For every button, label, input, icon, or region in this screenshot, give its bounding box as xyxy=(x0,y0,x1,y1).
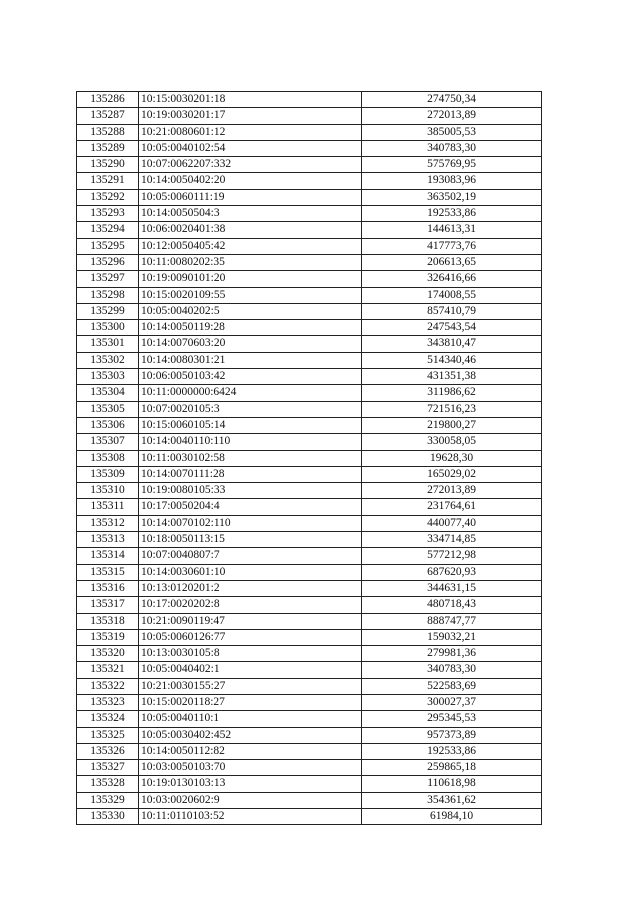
record-id-cell: 135287 xyxy=(77,108,139,124)
record-id-cell: 135330 xyxy=(77,809,139,825)
amount-cell: 514340,46 xyxy=(362,352,542,368)
record-id-cell: 135319 xyxy=(77,629,139,645)
table-row xyxy=(77,629,542,645)
record-id-cell: 135289 xyxy=(77,140,139,156)
table-row xyxy=(77,271,542,287)
table-row xyxy=(77,662,542,678)
record-id-cell: 135296 xyxy=(77,254,139,270)
cadastral-number-cell: 10:17:0020202:8 xyxy=(139,597,362,613)
record-id-cell: 135328 xyxy=(77,776,139,792)
cadastral-number-cell: 10:05:0040102:54 xyxy=(139,140,362,156)
amount-cell: 326416,66 xyxy=(362,271,542,287)
record-id-cell: 135326 xyxy=(77,743,139,759)
amount-cell: 340783,30 xyxy=(362,140,542,156)
record-id-cell: 135300 xyxy=(77,320,139,336)
table-row xyxy=(77,743,542,759)
table-row xyxy=(77,108,542,124)
record-id-cell: 135318 xyxy=(77,613,139,629)
cadastral-number-cell: 10:07:0020105:3 xyxy=(139,401,362,417)
table-row xyxy=(77,580,542,596)
table-row xyxy=(77,434,542,450)
cadastral-number-cell: 10:14:0030601:10 xyxy=(139,564,362,580)
table-row xyxy=(77,776,542,792)
records-table-body xyxy=(77,92,542,825)
amount-cell: 279981,36 xyxy=(362,646,542,662)
table-row xyxy=(77,646,542,662)
amount-cell: 19628,30 xyxy=(362,450,542,466)
record-id-cell: 135288 xyxy=(77,124,139,140)
amount-cell: 174008,55 xyxy=(362,287,542,303)
record-id-cell: 135310 xyxy=(77,483,139,499)
amount-cell: 219800,27 xyxy=(362,417,542,433)
record-id-cell: 135297 xyxy=(77,271,139,287)
record-id-cell: 135291 xyxy=(77,173,139,189)
cadastral-number-cell: 10:03:0050103:70 xyxy=(139,760,362,776)
record-id-cell: 135298 xyxy=(77,287,139,303)
cadastral-number-cell: 10:05:0060111:19 xyxy=(139,189,362,205)
amount-cell: 144613,31 xyxy=(362,222,542,238)
cadastral-number-cell: 10:15:0020118:27 xyxy=(139,694,362,710)
cadastral-number-cell: 10:19:0130103:13 xyxy=(139,776,362,792)
record-id-cell: 135311 xyxy=(77,499,139,515)
cadastral-number-cell: 10:05:0040110:1 xyxy=(139,711,362,727)
table-row xyxy=(77,352,542,368)
amount-cell: 480718,43 xyxy=(362,597,542,613)
record-id-cell: 135317 xyxy=(77,597,139,613)
record-id-cell: 135327 xyxy=(77,760,139,776)
amount-cell: 575769,95 xyxy=(362,157,542,173)
amount-cell: 687620,93 xyxy=(362,564,542,580)
amount-cell: 857410,79 xyxy=(362,303,542,319)
table-row xyxy=(77,287,542,303)
table-row xyxy=(77,548,542,564)
cadastral-number-cell: 10:14:0040110:110 xyxy=(139,434,362,450)
record-id-cell: 135323 xyxy=(77,694,139,710)
record-id-cell: 135316 xyxy=(77,580,139,596)
cadastral-number-cell: 10:06:0020401:38 xyxy=(139,222,362,238)
cadastral-number-cell: 10:18:0050113:15 xyxy=(139,532,362,548)
cadastral-number-cell: 10:05:0060126:77 xyxy=(139,629,362,645)
cadastral-number-cell: 10:14:0070102:110 xyxy=(139,515,362,531)
cadastral-number-cell: 10:14:0080301:21 xyxy=(139,352,362,368)
cadastral-number-cell: 10:21:0090119:47 xyxy=(139,613,362,629)
cadastral-number-cell: 10:13:0030105:8 xyxy=(139,646,362,662)
table-row xyxy=(77,597,542,613)
cadastral-number-cell: 10:19:0080105:33 xyxy=(139,483,362,499)
amount-cell: 363502,19 xyxy=(362,189,542,205)
table-row xyxy=(77,499,542,515)
table-row xyxy=(77,140,542,156)
amount-cell: 417773,76 xyxy=(362,238,542,254)
record-id-cell: 135325 xyxy=(77,727,139,743)
cadastral-number-cell: 10:21:0030155:27 xyxy=(139,678,362,694)
cadastral-number-cell: 10:15:0030201:18 xyxy=(139,92,362,108)
cadastral-number-cell: 10:21:0080601:12 xyxy=(139,124,362,140)
amount-cell: 300027,37 xyxy=(362,694,542,710)
table-row xyxy=(77,124,542,140)
cadastral-number-cell: 10:05:0040402:1 xyxy=(139,662,362,678)
table-row xyxy=(77,711,542,727)
cadastral-number-cell: 10:14:0050112:82 xyxy=(139,743,362,759)
table-row xyxy=(77,613,542,629)
record-id-cell: 135329 xyxy=(77,792,139,808)
table-row xyxy=(77,336,542,352)
table-row xyxy=(77,450,542,466)
cadastral-number-cell: 10:11:0030102:58 xyxy=(139,450,362,466)
cadastral-number-cell: 10:14:0070603:20 xyxy=(139,336,362,352)
amount-cell: 231764,61 xyxy=(362,499,542,515)
table-row xyxy=(77,417,542,433)
record-id-cell: 135315 xyxy=(77,564,139,580)
record-id-cell: 135290 xyxy=(77,157,139,173)
cadastral-number-cell: 10:15:0020109:55 xyxy=(139,287,362,303)
record-id-cell: 135321 xyxy=(77,662,139,678)
cadastral-number-cell: 10:14:0070111:28 xyxy=(139,466,362,482)
record-id-cell: 135305 xyxy=(77,401,139,417)
record-id-cell: 135309 xyxy=(77,466,139,482)
amount-cell: 272013,89 xyxy=(362,108,542,124)
cadastral-number-cell: 10:06:0050103:42 xyxy=(139,369,362,385)
table-row xyxy=(77,515,542,531)
cadastral-number-cell: 10:11:0000000:6424 xyxy=(139,385,362,401)
record-id-cell: 135313 xyxy=(77,532,139,548)
record-id-cell: 135320 xyxy=(77,646,139,662)
record-id-cell: 135314 xyxy=(77,548,139,564)
record-id-cell: 135307 xyxy=(77,434,139,450)
record-id-cell: 135312 xyxy=(77,515,139,531)
table-row xyxy=(77,157,542,173)
record-id-cell: 135294 xyxy=(77,222,139,238)
table-row xyxy=(77,564,542,580)
amount-cell: 721516,23 xyxy=(362,401,542,417)
amount-cell: 522583,69 xyxy=(362,678,542,694)
cadastral-number-cell: 10:17:0050204:4 xyxy=(139,499,362,515)
cadastral-number-cell: 10:14:0050504:3 xyxy=(139,206,362,222)
amount-cell: 334714,85 xyxy=(362,532,542,548)
cadastral-number-cell: 10:19:0030201:17 xyxy=(139,108,362,124)
table-row xyxy=(77,694,542,710)
record-id-cell: 135299 xyxy=(77,303,139,319)
cadastral-number-cell: 10:07:0062207:332 xyxy=(139,157,362,173)
record-id-cell: 135295 xyxy=(77,238,139,254)
amount-cell: 165029,02 xyxy=(362,466,542,482)
amount-cell: 354361,62 xyxy=(362,792,542,808)
amount-cell: 295345,53 xyxy=(362,711,542,727)
table-row xyxy=(77,532,542,548)
table-row xyxy=(77,809,542,825)
cadastral-number-cell: 10:13:0120201:2 xyxy=(139,580,362,596)
cadastral-number-cell: 10:19:0090101:20 xyxy=(139,271,362,287)
record-id-cell: 135286 xyxy=(77,92,139,108)
table-row xyxy=(77,401,542,417)
table-row xyxy=(77,303,542,319)
cadastral-number-cell: 10:05:0040202:5 xyxy=(139,303,362,319)
amount-cell: 192533,86 xyxy=(362,206,542,222)
amount-cell: 259865,18 xyxy=(362,760,542,776)
records-table xyxy=(76,91,542,825)
table-row xyxy=(77,385,542,401)
table-row xyxy=(77,206,542,222)
amount-cell: 957373,89 xyxy=(362,727,542,743)
cadastral-number-cell: 10:07:0040807:7 xyxy=(139,548,362,564)
record-id-cell: 135293 xyxy=(77,206,139,222)
table-row xyxy=(77,92,542,108)
table-row xyxy=(77,320,542,336)
table-row xyxy=(77,254,542,270)
amount-cell: 577212,98 xyxy=(362,548,542,564)
cadastral-number-cell: 10:12:0050405:42 xyxy=(139,238,362,254)
table-row xyxy=(77,369,542,385)
record-id-cell: 135292 xyxy=(77,189,139,205)
amount-cell: 193083,96 xyxy=(362,173,542,189)
record-id-cell: 135303 xyxy=(77,369,139,385)
amount-cell: 272013,89 xyxy=(362,483,542,499)
amount-cell: 159032,21 xyxy=(362,629,542,645)
table-row xyxy=(77,238,542,254)
table-row xyxy=(77,173,542,189)
amount-cell: 344631,15 xyxy=(362,580,542,596)
cadastral-number-cell: 10:11:0080202:35 xyxy=(139,254,362,270)
table-row xyxy=(77,792,542,808)
table-row xyxy=(77,466,542,482)
table-row xyxy=(77,222,542,238)
amount-cell: 311986,62 xyxy=(362,385,542,401)
table-row xyxy=(77,189,542,205)
amount-cell: 330058,05 xyxy=(362,434,542,450)
amount-cell: 888747,77 xyxy=(362,613,542,629)
cadastral-number-cell: 10:11:0110103:52 xyxy=(139,809,362,825)
amount-cell: 274750,34 xyxy=(362,92,542,108)
table-row xyxy=(77,727,542,743)
record-id-cell: 135306 xyxy=(77,417,139,433)
cadastral-number-cell: 10:15:0060105:14 xyxy=(139,417,362,433)
amount-cell: 61984,10 xyxy=(362,809,542,825)
cadastral-number-cell: 10:05:0030402:452 xyxy=(139,727,362,743)
amount-cell: 206613,65 xyxy=(362,254,542,270)
amount-cell: 343810,47 xyxy=(362,336,542,352)
record-id-cell: 135302 xyxy=(77,352,139,368)
amount-cell: 385005,53 xyxy=(362,124,542,140)
table-row xyxy=(77,760,542,776)
record-id-cell: 135301 xyxy=(77,336,139,352)
cadastral-number-cell: 10:14:0050402:20 xyxy=(139,173,362,189)
cadastral-number-cell: 10:03:0020602:9 xyxy=(139,792,362,808)
amount-cell: 110618,98 xyxy=(362,776,542,792)
amount-cell: 431351,38 xyxy=(362,369,542,385)
table-row xyxy=(77,678,542,694)
amount-cell: 247543,54 xyxy=(362,320,542,336)
record-id-cell: 135324 xyxy=(77,711,139,727)
record-id-cell: 135322 xyxy=(77,678,139,694)
amount-cell: 340783,30 xyxy=(362,662,542,678)
table-row xyxy=(77,483,542,499)
record-id-cell: 135304 xyxy=(77,385,139,401)
amount-cell: 440077,40 xyxy=(362,515,542,531)
record-id-cell: 135308 xyxy=(77,450,139,466)
amount-cell: 192533,86 xyxy=(362,743,542,759)
cadastral-number-cell: 10:14:0050119:28 xyxy=(139,320,362,336)
